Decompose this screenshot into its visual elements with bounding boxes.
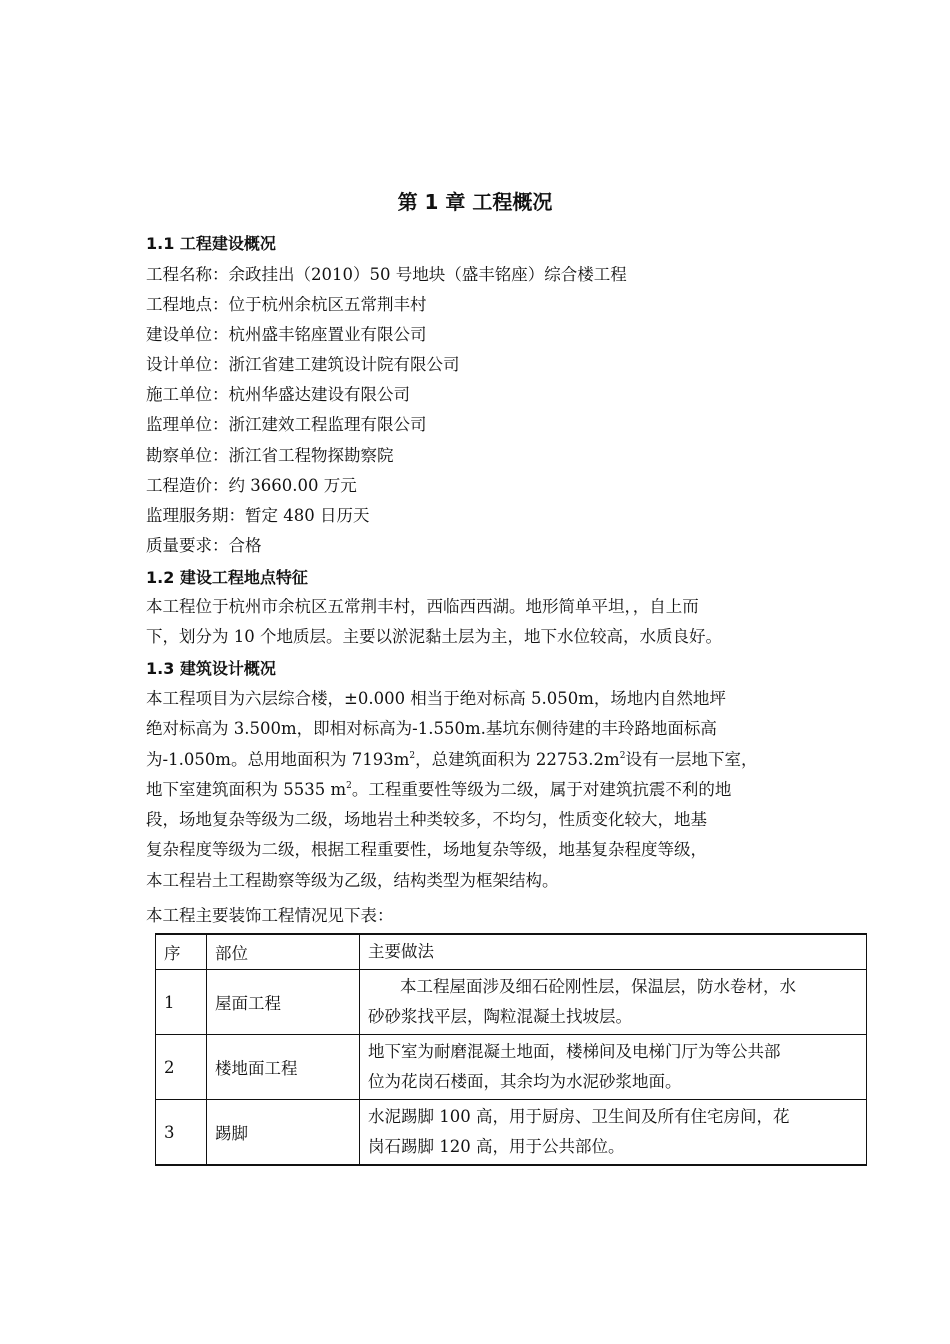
design-line-6: 复杂程度等级为二级，根据工程重要性，场地复杂等级，地基复杂程度等级，	[146, 840, 707, 860]
design-line-4a: 地下室建筑面积为 5535 m	[146, 779, 347, 799]
table-intro: 本工程主要装饰工程情况见下表：	[146, 906, 394, 925]
row-method-line-1: 地下室为耐磨混凝土地面，楼梯间及电梯门厅为等公共部	[368, 1042, 781, 1061]
project-location-line: 工程地点：位于杭州余杭区五常荆丰村	[146, 295, 427, 314]
row-method-line-2: 位为花岗石楼面，其余均为水泥砂浆地面。	[368, 1072, 682, 1091]
section-heading-1-2: 1.2 建设工程地点特征	[146, 568, 308, 587]
header-index: 序	[156, 934, 207, 970]
row-method-line-2: 岗石踢脚 120 高，用于公共部位。	[368, 1137, 625, 1156]
cost-line: 工程造价：约 3660.00 万元	[146, 476, 357, 495]
design-line-1: 本工程项目为六层综合楼，±0.000 相当于绝对标高 5.050m，场地内自然地坪	[146, 689, 726, 708]
supervisor-line: 监理单位：浙江建效工程监理有限公司	[146, 415, 427, 434]
service-period-line: 监理服务期：暂定 480 日历天	[146, 506, 370, 525]
design-line-3	[146, 745, 816, 775]
section-heading-1-3: 1.3 建筑设计概况	[146, 659, 276, 678]
row-part: 屋面工程	[207, 970, 360, 1035]
row-index: 2	[156, 1035, 207, 1100]
site-line-1: 本工程位于杭州市余杭区五常荆丰村，西临西西湖。地形简单平坦，，自上而	[146, 597, 699, 616]
chapter-title: 第 1 章 工程概况	[397, 190, 553, 214]
design-line-3c: 设有一层地下室，	[625, 749, 758, 769]
header-part: 部位	[207, 934, 360, 970]
row-method	[360, 970, 867, 1035]
row-method-line-1: 水泥踢脚 100 高，用于厨房、卫生间及所有住宅房间，花	[368, 1107, 790, 1126]
design-line-2: 绝对标高为 3.500m，即相对标高为-1.550m.基坑东侧待建的丰玲路地面标高	[146, 719, 717, 739]
table-header-row	[156, 934, 867, 970]
table-row	[156, 1035, 867, 1100]
section-heading-1-1: 1.1 工程建设概况	[146, 234, 276, 253]
design-paragraph	[146, 684, 816, 896]
table-row	[156, 1100, 867, 1166]
designer-line: 设计单位：浙江省建工建筑设计院有限公司	[146, 355, 460, 374]
design-line-5: 段，场地复杂等级为二级，场地岩土种类较多，不均匀，性质变化较大，地基	[146, 810, 707, 830]
site-line-2: 下，划分为 10 个地质层。主要以淤泥黏土层为主，地下水位较高，水质良好。	[146, 627, 722, 647]
owner-line: 建设单位：杭州盛丰铭座置业有限公司	[146, 325, 427, 344]
superscript: 2	[619, 750, 626, 761]
design-line-4b: 。工程重要性等级为二级，属于对建筑抗震不利的地	[351, 779, 732, 799]
design-line-4	[146, 775, 816, 805]
row-method	[360, 1035, 867, 1100]
row-index: 3	[156, 1100, 207, 1166]
row-part: 楼地面工程	[207, 1035, 360, 1100]
quality-line: 质量要求：合格	[146, 536, 262, 555]
header-method: 主要做法	[360, 934, 867, 970]
contractor-line: 施工单位：杭州华盛达建设有限公司	[146, 385, 410, 404]
site-paragraph	[146, 592, 816, 653]
decoration-table	[155, 933, 867, 1166]
design-line-3b: ，总建筑面积为 22753.2m	[415, 749, 620, 769]
table-row	[156, 970, 867, 1035]
row-method-line-1: 本工程屋面涉及细石砼刚性层，保温层，防水卷材，水	[400, 977, 796, 996]
row-method-line-2: 砂砂浆找平层，陶粒混凝土找坡层。	[368, 1007, 632, 1026]
row-part: 踢脚	[207, 1100, 360, 1166]
row-index: 1	[156, 970, 207, 1035]
design-line-7: 本工程岩土工程勘察等级为乙级，结构类型为框架结构。	[146, 870, 559, 890]
superscript: 2	[346, 780, 352, 791]
project-name-line: 工程名称：余政挂出（2010）50 号地块（盛丰铭座）综合楼工程	[146, 265, 627, 284]
design-line-3a: 为-1.050m。总用地面积为 7193m	[146, 749, 410, 769]
surveyor-line: 勘察单位：浙江省工程物探勘察院	[146, 446, 394, 465]
row-method	[360, 1100, 867, 1166]
superscript: 2	[409, 750, 416, 761]
